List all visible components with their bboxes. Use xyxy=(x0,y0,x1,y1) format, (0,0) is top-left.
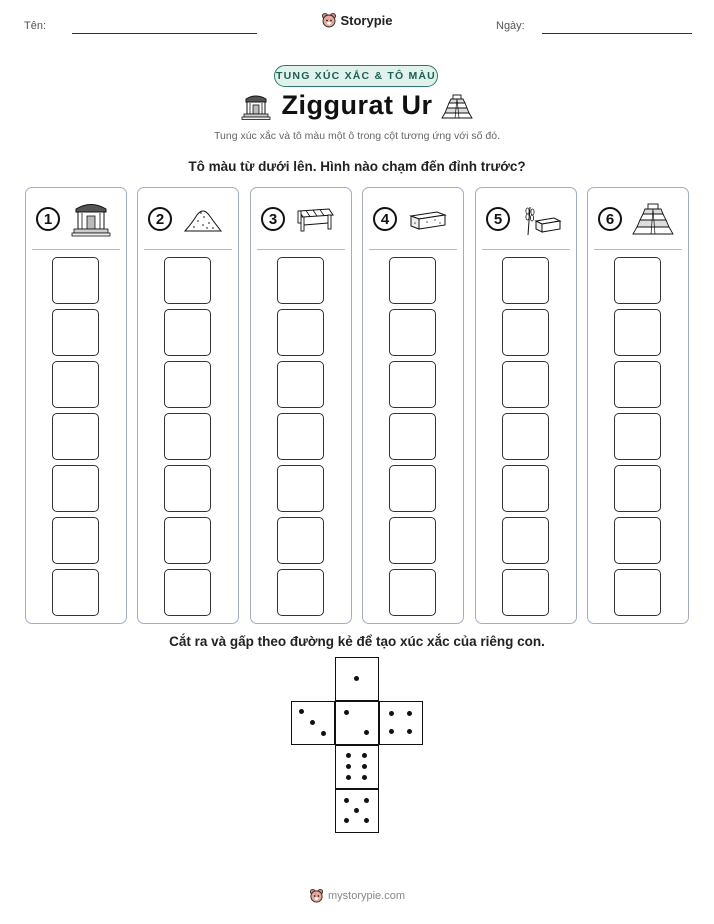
column-divider xyxy=(144,249,232,250)
die-pip xyxy=(362,764,367,769)
column-number: 3 xyxy=(261,207,285,231)
color-box[interactable] xyxy=(52,569,99,616)
column-divider xyxy=(32,249,120,250)
color-box[interactable] xyxy=(277,517,324,564)
color-box[interactable] xyxy=(389,309,436,356)
column-number: 1 xyxy=(36,207,60,231)
footer xyxy=(0,888,714,903)
page-subtitle: Tung xúc xắc và tô màu một ô trong cột tương ứng với số đó. xyxy=(214,130,500,142)
column-5 xyxy=(475,187,577,624)
color-box[interactable] xyxy=(389,517,436,564)
die-pip xyxy=(364,818,369,823)
column-divider xyxy=(257,249,345,250)
temple-icon xyxy=(70,201,112,237)
column-6 xyxy=(587,187,689,624)
die-pip xyxy=(354,808,359,813)
die-pip xyxy=(407,729,412,734)
column-divider xyxy=(482,249,570,250)
color-box[interactable] xyxy=(164,361,211,408)
column-3 xyxy=(250,187,352,624)
color-box[interactable] xyxy=(614,517,661,564)
column-1 xyxy=(25,187,127,624)
ziggurat-icon xyxy=(440,92,474,120)
color-box[interactable] xyxy=(52,465,99,512)
color-box[interactable] xyxy=(502,465,549,512)
die-pip xyxy=(346,775,351,780)
die-pip xyxy=(344,710,349,715)
die-face-4 xyxy=(379,701,423,745)
color-box[interactable] xyxy=(389,465,436,512)
color-box[interactable] xyxy=(164,309,211,356)
page-title: Ziggurat Ur xyxy=(281,90,433,120)
name-line[interactable] xyxy=(72,33,257,34)
color-box[interactable] xyxy=(277,465,324,512)
die-pip xyxy=(346,764,351,769)
mud-brick-icon xyxy=(407,201,449,237)
color-box[interactable] xyxy=(389,569,436,616)
die-face-1 xyxy=(335,657,379,701)
grain-pile-icon xyxy=(182,201,224,237)
die-pip xyxy=(344,818,349,823)
date-line[interactable] xyxy=(542,33,692,34)
color-box[interactable] xyxy=(502,569,549,616)
color-box[interactable] xyxy=(614,413,661,460)
die-pip xyxy=(354,676,359,681)
color-box[interactable] xyxy=(502,517,549,564)
column-2 xyxy=(137,187,239,624)
column-number: 5 xyxy=(486,207,510,231)
footer-url[interactable]: mystorypie.com xyxy=(327,889,406,902)
die-face-6 xyxy=(335,745,379,789)
color-box[interactable] xyxy=(389,413,436,460)
die-pip xyxy=(346,753,351,758)
die-pip xyxy=(362,753,367,758)
color-box[interactable] xyxy=(502,413,549,460)
date-label: Ngày: xyxy=(496,20,525,32)
color-box[interactable] xyxy=(52,517,99,564)
die-pip xyxy=(364,730,369,735)
color-box[interactable] xyxy=(164,517,211,564)
coloring-instruction: Tô màu từ dưới lên. Hình nào chạm đến đỉnh trước? xyxy=(188,159,526,174)
storypie-bear-icon xyxy=(321,12,337,28)
color-box[interactable] xyxy=(502,257,549,304)
wheat-and-brick-icon xyxy=(520,201,562,237)
color-box[interactable] xyxy=(277,309,324,356)
color-box[interactable] xyxy=(389,361,436,408)
color-box[interactable] xyxy=(164,569,211,616)
ziggurat-icon xyxy=(632,201,674,237)
column-divider xyxy=(594,249,682,250)
color-box[interactable] xyxy=(164,413,211,460)
die-pip xyxy=(407,711,412,716)
color-box[interactable] xyxy=(164,257,211,304)
color-box[interactable] xyxy=(52,361,99,408)
brand-name: Storypie xyxy=(340,12,393,28)
die-face-5 xyxy=(335,789,379,833)
dice-instruction: Cắt ra và gấp theo đường kẻ để tạo xúc xắc của riêng con. xyxy=(169,634,545,649)
die-face-3 xyxy=(291,701,335,745)
die-pip xyxy=(362,775,367,780)
die-face-2 xyxy=(335,701,379,745)
color-box[interactable] xyxy=(164,465,211,512)
color-box[interactable] xyxy=(277,569,324,616)
color-box[interactable] xyxy=(614,361,661,408)
color-box[interactable] xyxy=(502,361,549,408)
color-box[interactable] xyxy=(389,257,436,304)
color-box[interactable] xyxy=(277,257,324,304)
brand-logo xyxy=(0,12,714,28)
column-number: 6 xyxy=(598,207,622,231)
color-box[interactable] xyxy=(52,309,99,356)
die-pip xyxy=(321,731,326,736)
color-box[interactable] xyxy=(52,257,99,304)
color-box[interactable] xyxy=(277,413,324,460)
die-pip xyxy=(299,709,304,714)
die-pip xyxy=(389,711,394,716)
activity-badge: TUNG XÚC XẮC & TÔ MÀU xyxy=(274,65,438,87)
die-pip xyxy=(389,729,394,734)
wooden-frame-icon xyxy=(295,201,337,237)
color-box[interactable] xyxy=(614,569,661,616)
die-pip xyxy=(364,798,369,803)
column-number: 2 xyxy=(148,207,172,231)
color-box[interactable] xyxy=(52,413,99,460)
die-pip xyxy=(344,798,349,803)
column-4 xyxy=(362,187,464,624)
die-pip xyxy=(310,720,315,725)
column-number: 4 xyxy=(373,207,397,231)
color-box[interactable] xyxy=(614,257,661,304)
color-box[interactable] xyxy=(277,361,324,408)
color-box[interactable] xyxy=(502,309,549,356)
name-label: Tên: xyxy=(24,20,47,32)
color-box[interactable] xyxy=(614,309,661,356)
color-box[interactable] xyxy=(614,465,661,512)
storypie-bear-icon xyxy=(309,888,324,903)
column-divider xyxy=(369,249,457,250)
